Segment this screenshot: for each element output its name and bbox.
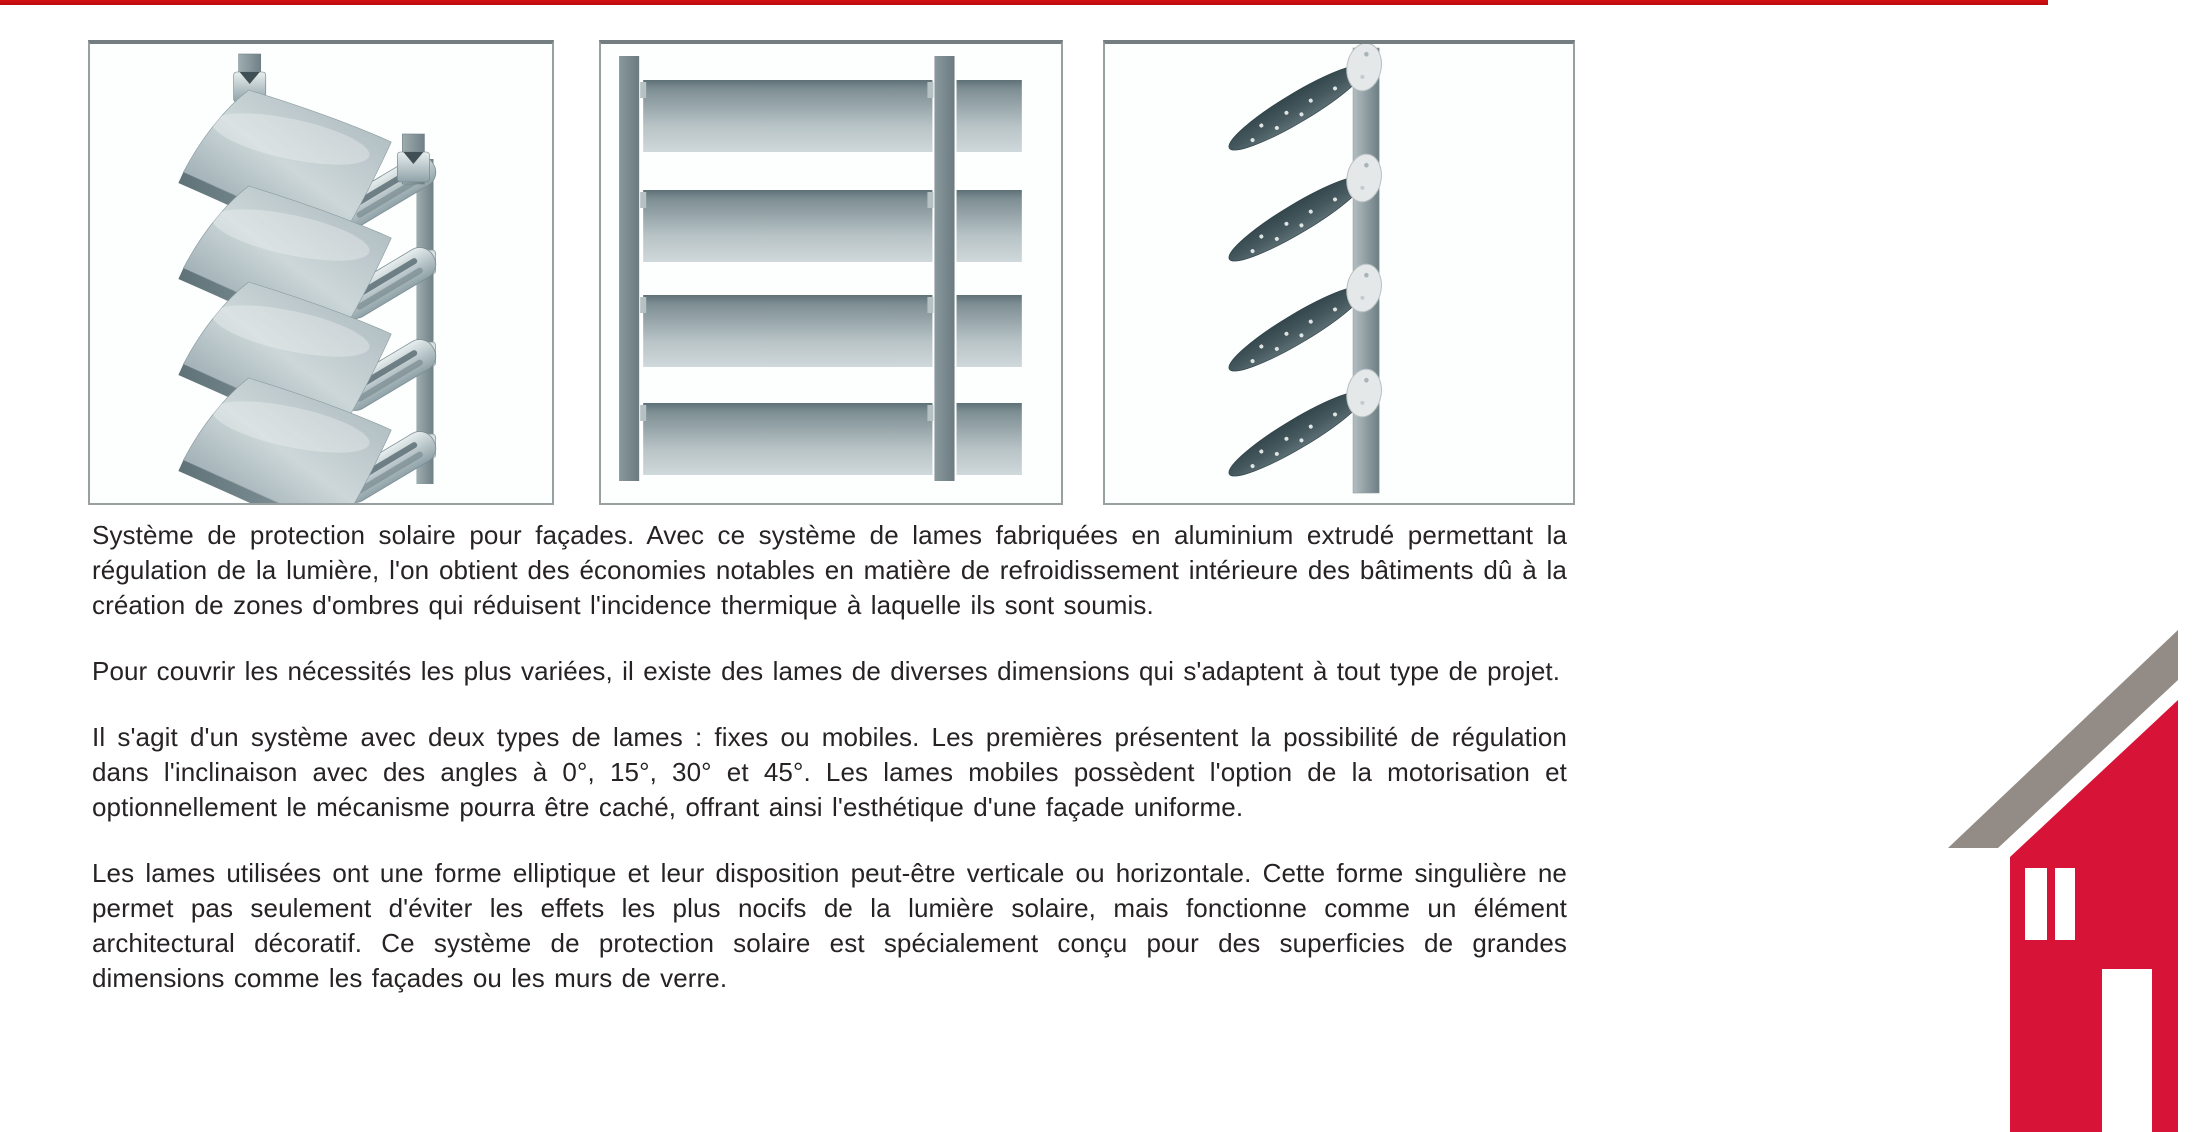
red-house-logo (1948, 630, 2178, 1132)
paragraph: Il s'agit d'un système avec deux types de lames : fixes ou mobiles. Les premières présentent la possibilité de régulation dans l'inclinaison avec des angles à 0°, 15°, 30° et 45°. Les lames mobiles possèdent l'option de la motorisation et optionnellement le mécanisme pourra être caché, offrant ainsi l'esthétique d'une façade uniforme. (92, 722, 1567, 822)
louver-blades (178, 90, 391, 503)
louvers-front-image (601, 44, 1061, 503)
mounting-post (397, 134, 429, 184)
door (2102, 969, 2152, 1132)
article-text (92, 518, 1567, 1027)
window-pane (2055, 868, 2075, 940)
image-frame-louvers-elliptical (1103, 40, 1575, 505)
paragraph: Pour couvrir les nécessités les plus variées, il existe des lames de diverses dimensions qui s'adaptent à tout type de projet. (92, 656, 1561, 686)
louvers-perspective-image (90, 44, 552, 503)
window-pane (2025, 868, 2047, 940)
image-frame-louvers-perspective (88, 40, 554, 505)
house-icon (1948, 630, 2178, 1132)
elliptical-blades (1222, 54, 1373, 486)
top-red-bar (0, 0, 2048, 5)
paragraph: Système de protection solaire pour façades. Avec ce système de lames fabriquées en aluminium extrudé permettant la régulation de la lumière, l'on obtient des économies notables en matière de refroidissement intérieure des bâtiments dû à la création de zones d'ombres qui réduisent l'incidence thermique à laquelle ils sont soumis. (92, 520, 1567, 620)
horizontal-slats (643, 80, 1022, 475)
paragraph: Les lames utilisées ont une forme elliptique et leur disposition peut-être verticale ou horizontale. Cette forme singulière ne permet pas seulement d'éviter les effets les plus nocifs de la lumière solaire, mais fonctionne comme un élément architectural décoratif. Ce système de protection solaire est spécialement conçu pour des superficies de grandes dimensions comme les façades ou les murs de verre. (92, 858, 1567, 993)
image-frame-louvers-front (599, 40, 1063, 505)
louvers-elliptical-image (1105, 44, 1573, 503)
